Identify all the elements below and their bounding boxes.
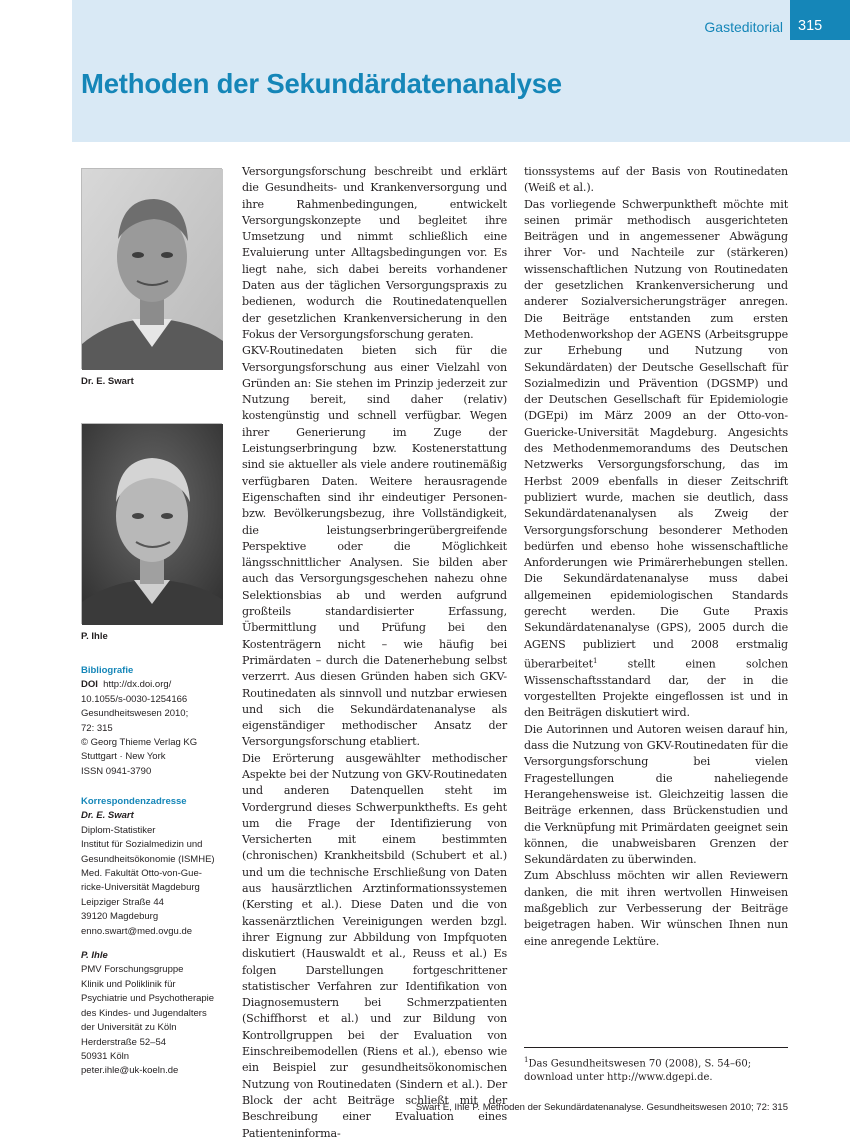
body-paragraph: tionssystems auf der Basis von Routinedaten (Weiß et al.). bbox=[524, 165, 788, 195]
address-line: des Kindes- und Jugendalters bbox=[81, 1007, 207, 1019]
address-line: Med. Fakultät Otto-von-Gue- bbox=[81, 868, 202, 880]
correspondence-heading: Korrespondenzadresse bbox=[81, 796, 187, 807]
address-line: Gesundheitsökonomie (ISMHE) bbox=[81, 853, 215, 865]
footnote-divider bbox=[524, 1047, 788, 1048]
address-line: Diplom-Statistiker bbox=[81, 824, 156, 836]
author1-name: Dr. E. Swart bbox=[81, 810, 134, 822]
footnote-marker[interactable]: 1 bbox=[592, 656, 598, 665]
address-line: ricke-Universität Magdeburg bbox=[81, 882, 200, 894]
running-footer-citation: Swart E, Ihle P. Methoden der Sekundärdatenanalyse. Gesundheitswesen 2010; 72: 315 bbox=[415, 1102, 788, 1113]
paragraph-text: Das vorliegende Schwerpunktheft möchte mit seinen primär methodisch ausgerichteten Beiträgen und in angemessener Abwägung ihrer Vor- und Nachteile zur (stärkeren) wissenschaftlichen Nutzung von Routinedaten der gesetzlichen Krankenversicherung und anderer Sozialversicherungsträger anregen. Die Beiträge entstanden zum ersten Methodenworkshop der AGENS (Arbeitsgruppe zur Erhebung und Nutzung von Sekundärdaten) der Deutsche Gesellschaft für Sozialmedizin und Prävention (DGSMP) und der Deutschen Gesellschaft für Epidemiologie (DGEpi) im März 2009 an der Otto-von-Guericke-Universität Magdeburg. Angesichts des Methodenmemorandums des Deutschen Netzwerks Versorgungsforschung, das im Herbst 2009 ebenfalls in dieser Zeitschrift publiziert wurde, machen sie deutlich, dass Sekundärdatenanalysen als Zweig der Versorgungsforschung besonderer Methoden bedürfen und ebenso hohe wissenschaftliche Anforderungen wie Primärerhebungen stellen. Die Sekundärdatenanalyse muss dabei allgemeinen epidemiologischen Standards gerecht werden. Die Gute Praxis Sekundärdatenanalyse (GPS), 2005 durch die AGENS publiziert und 2008 erstmalig überarbeitet bbox=[524, 197, 788, 671]
body-paragraph bbox=[524, 197, 788, 722]
address-line: 39120 Magdeburg bbox=[81, 911, 159, 923]
body-paragraph: GKV-Routinedaten bieten sich für die Versorgungsforschung aus einer Vielzahl von Gründen an: Sie stehen im Prinzip jederzeit zur Nutzung bereit, sind daher (relativ) kostengünstig und schnell verfügbar. Wegen ihrer Generierung im Zuge der Leistungserbringung bzw. Kostenerstattung sind sie aktueller als viele andere routinemäßig verfügbaren Daten. Weitere herausragende Eigenschaften sind ihr eindeutiger Personen- bzw. Bevölkerungsbezug, ihre Vollständigkeit, die leistungserbringerübergreifende Perspektive oder die Möglichkeit längsschnittlicher Analysen. Sie bilden aber auch das Versorgungsgeschehen nahezu ohne Selektionsbias ab und werden aufgrund großteils standardisierter Erfassung, Übermittlung und Prüfung bei den Kostenträgern nicht – wie häufig bei Primärdaten – durch die Datenerhebung selbst verzerrt. Aus diesen Gründen haben sich GKV-Routinedaten als sinnvoll und nutzbar erwiesen und sich die Sekundärdatenanalyse als eigenständiger methodischer Ansatz der Versorgungsforschung etabliert. bbox=[242, 344, 507, 749]
address-line: Institut für Sozialmedizin und bbox=[81, 839, 203, 851]
doi-link[interactable]: http://dx.doi.org/ bbox=[103, 679, 172, 691]
correspondence-block bbox=[81, 795, 231, 1079]
bibliography-block bbox=[81, 664, 231, 779]
section-label: Gasteditorial bbox=[704, 19, 783, 35]
body-column-1 bbox=[242, 164, 507, 1142]
address-line: der Universität zu Köln bbox=[81, 1022, 177, 1034]
footnote-number: 1 bbox=[524, 1056, 529, 1064]
address-line: 50931 Köln bbox=[81, 1050, 130, 1062]
bib-line: 72: 315 bbox=[81, 722, 113, 734]
body-paragraph: Die Erörterung ausgewählter methodischer Aspekte bei der Nutzung von GKV-Routinedaten und anderen Datenquellen steht im Vordergrund dieses Schwerpunkthefts. Es geht um die Frage der Identifizierung von Versicherten mit einem bestimmten (chronischen) Krankheitsbild (Schubert et al.) und um die technische Erschließung von Daten aus hausärztlichen Arztinformationssystemen (Kersting et al.). Diese Daten und die von kassenärztlichen Vereinigungen werden bzgl. ihrer Eignung zur Abbildung von Impfquoten diskutiert (Hauswaldt et al., Reuss et al.) Es folgen Darstellungen fortgeschrittener statistischer Verfahren zur Identifikation von Diagnosemustern bei Schmerzpatienten (Schiffhorst et al.) und zur Bildung von Kontrollgruppen bei der Evaluation von Einschreibemodellen (Riens et al.), ebenso wie ein Beispiel zur gesundheitsökonomischen Nutzung von Routinedaten (Sindern et al.). Der Block der acht Beiträge schließt mit der Beschreibung einer Evaluation eines Patienteninforma- bbox=[242, 751, 507, 1140]
footnote-text: Das Gesundheitswesen 70 (2008), S. 54–60; download unter http://www.dgepi.de. bbox=[524, 1058, 752, 1084]
author1-email[interactable]: enno.swart@med.ovgu.de bbox=[81, 925, 193, 937]
doi-label: DOI bbox=[81, 679, 98, 691]
address-line: Leipziger Straße 44 bbox=[81, 896, 164, 908]
author1-caption: Dr. E. Swart bbox=[81, 376, 134, 387]
address-line: Herderstraße 52–54 bbox=[81, 1036, 167, 1048]
page-number: 315 bbox=[790, 0, 850, 40]
bib-line: 10.1055/s-0030-1254166 bbox=[81, 693, 188, 705]
bib-line: Stuttgart · New York bbox=[81, 751, 166, 763]
bib-line: © Georg Thieme Verlag KG bbox=[81, 737, 198, 749]
author2-name: P. Ihle bbox=[81, 950, 108, 962]
address-line: PMV Forschungsgruppe bbox=[81, 964, 184, 976]
article-title: Methoden der Sekundärdatenanalyse bbox=[81, 68, 562, 99]
footnote bbox=[524, 1053, 788, 1085]
bib-line: Gesundheitswesen 2010; bbox=[81, 708, 189, 720]
body-paragraph: Die Autorinnen und Autoren weisen darauf hin, dass die Nutzung von GKV-Routinedaten für die Versorgungsforschung bei vielen Fragestellungen die naheliegende Herangehensweise ist. Gleichzeitig lassen die Beiträge erkennen, dass Brückenstudien und die Verknüpfung mit Primärdaten geeignet sein können, die unabweisbaren Grenzen der Sekundärdaten zu überwinden. bbox=[524, 722, 788, 867]
address-line: Klinik und Poliklinik für bbox=[81, 978, 176, 990]
body-paragraph: Zum Abschluss möchten wir allen Reviewern danken, die mit ihren wertvollen Hinweisen maßgeblich zur Verbesserung der Beiträge beigetragen haben. Wir wünschen Ihnen nun eine anregende Lektüre. bbox=[524, 869, 788, 948]
author2-email[interactable]: peter.ihle@uk-koeln.de bbox=[81, 1065, 179, 1077]
author2-caption: P. Ihle bbox=[81, 631, 108, 642]
body-paragraph: Versorgungsforschung beschreibt und erklärt die Gesundheits- und Krankenversorgung und ihre Rahmenbedingungen, entwickelt Versorgungskonzepte und begleitet ihre Umsetzung und nimmt schließlich eine Evaluierung unter Alltagsbedingungen vor. Es liegt nahe, sich dabei bereits vorhandener Daten aus der täglichen Versorgungspraxis zu bedienen, wodurch die Routinedatenquellen der gesetzlichen Krankenversicherung in den Fokus der Versorgungsforschung geraten. bbox=[242, 165, 507, 341]
author2-portrait bbox=[81, 423, 222, 624]
bib-line: ISSN 0941-3790 bbox=[81, 765, 152, 777]
bibliography-heading: Bibliografie bbox=[81, 665, 134, 676]
body-column-2 bbox=[524, 164, 788, 950]
paragraph-text: stellt einen solchen Wissenschaftsstandard dar, der in die vorgestellten Projekte eingeflossen ist und in den Beiträgen diskutiert wird. bbox=[524, 657, 788, 720]
author1-portrait bbox=[81, 168, 222, 369]
address-line: Psychiatrie und Psychotherapie bbox=[81, 993, 215, 1005]
